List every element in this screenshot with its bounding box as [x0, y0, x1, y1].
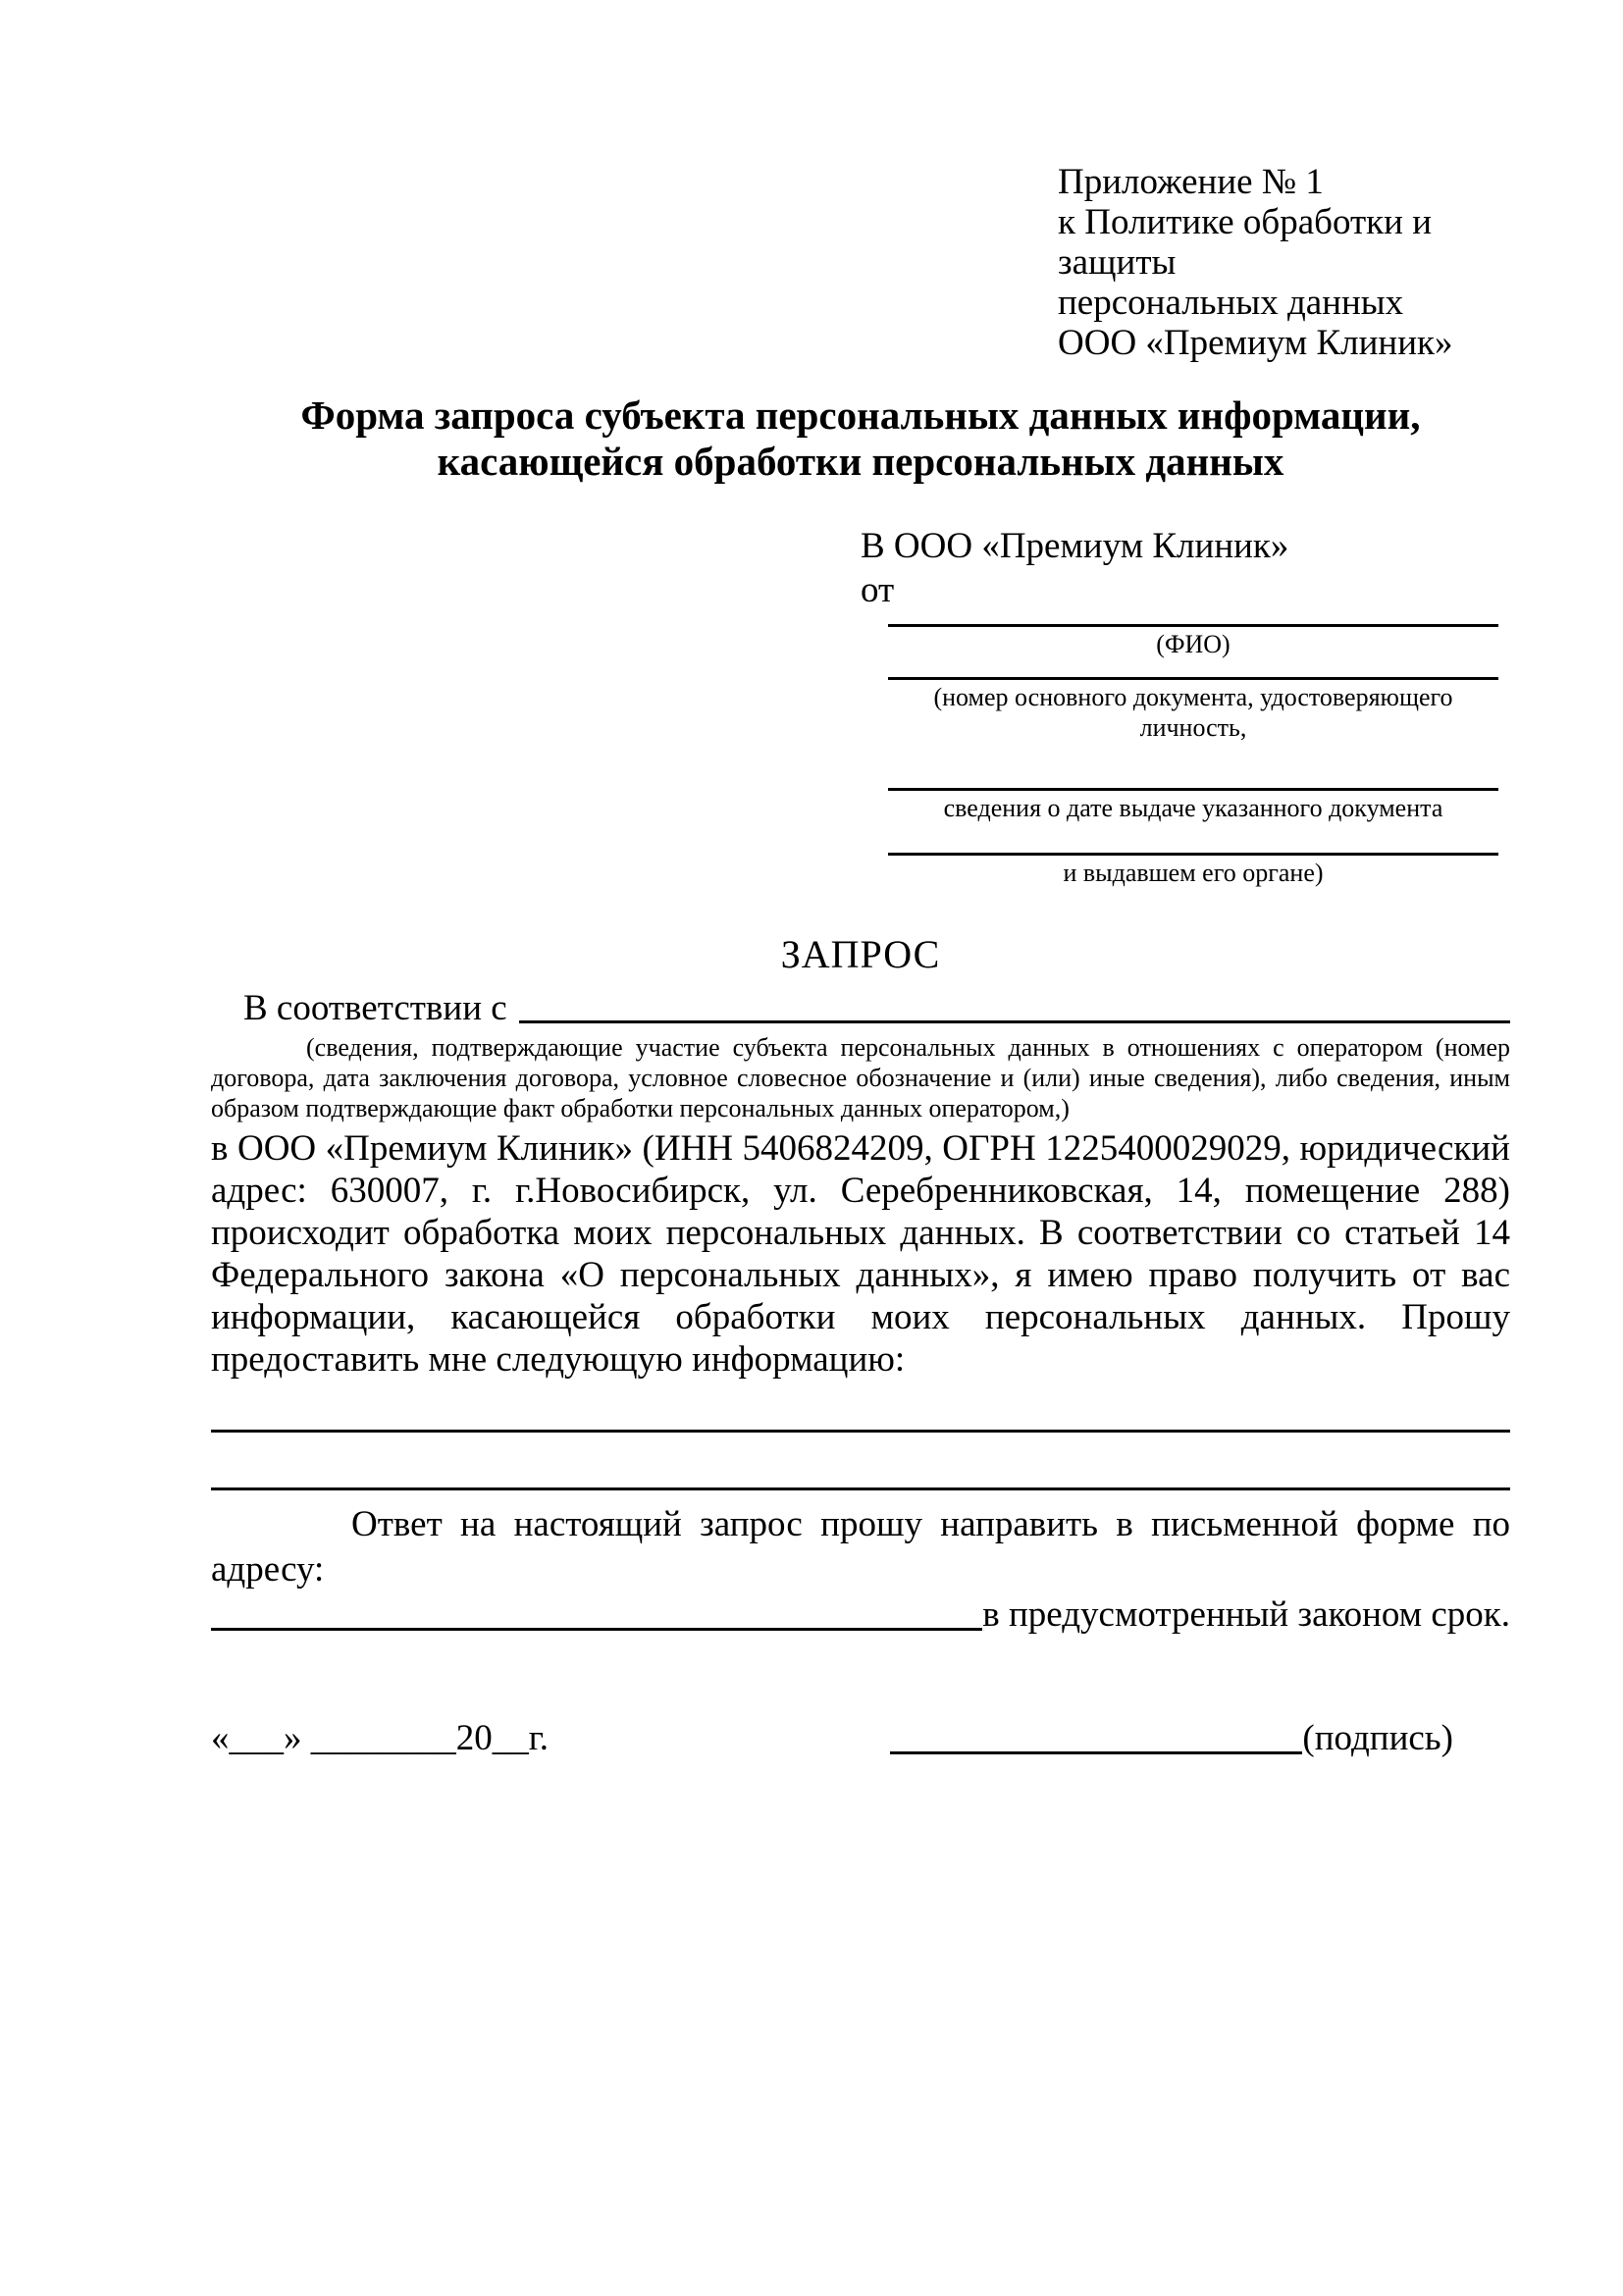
document-number-blank-line — [888, 659, 1498, 680]
annex-line: Приложение № 1 — [1058, 162, 1324, 202]
document-title — [211, 392, 1510, 485]
field-document-number — [888, 659, 1498, 743]
reply-suffix: в предусмотренный законом срок. — [982, 1594, 1510, 1635]
request-body-paragraph: в ООО «Премиум Клиник» (ИНН 5406824209, ОГРН 1225400029029, юридический адрес: 630007, г. г.Новосибирск, ул. Серебренниковская, 14, помещение 288) происходит обработка моих персональных данных. В соответствии со статьей 14 Федерального закона «О персональных данных», я имею право получить от вас информации, касающейся обработки моих персональных данных. Прошу предоставить мне следующую информацию: — [211, 1128, 1510, 1380]
information-blank-line — [211, 1487, 1510, 1490]
field-issuing-authority — [888, 823, 1498, 888]
addressee-organization: В ООО «Премиум Клиник» — [861, 526, 1289, 566]
reply-address-row — [211, 1592, 1510, 1638]
request-intro-label: В соответствии с — [243, 988, 507, 1028]
issuing-authority-blank-line — [888, 823, 1498, 856]
request-note: (сведения, подтверждающие участие субъекта персональных данных в отношениях с оператором (номер договора, дата заключения договора, условное словесное обозначение и (или) иные сведения), либо сведения, иным образом подтверждающие факт обработки персональных данных оператором,) — [211, 1033, 1510, 1122]
request-heading: ЗАПРОС — [780, 932, 941, 976]
date-signature-row — [211, 1716, 1510, 1761]
reply-sentence: Ответ на настоящий запрос прошу направить в письменной форме по адресу: — [211, 1504, 1510, 1590]
issue-date-caption: сведения о дате выдаче указанного документа — [943, 794, 1443, 822]
field-issue-date — [888, 743, 1498, 823]
reply-address-blank-line — [211, 1628, 982, 1631]
annex-line: к Политике обработки и защиты — [1058, 202, 1433, 283]
annex-line: ООО «Премиум Клиник» — [1058, 323, 1453, 363]
annex-block — [1058, 162, 1510, 363]
field-fio — [888, 612, 1498, 659]
signature-caption: (подпись) — [1302, 1718, 1453, 1758]
addressee-block — [861, 524, 1510, 612]
information-blank-line — [211, 1430, 1510, 1433]
signature-blank-line — [890, 1751, 1302, 1754]
annex-line: персональных данных — [1058, 283, 1404, 323]
fio-caption: (ФИО) — [1156, 630, 1230, 658]
document-number-caption: (номер основного документа, удостоверяющего личность, — [933, 683, 1453, 742]
issuing-authority-caption: и выдавшем его органе) — [1063, 859, 1324, 887]
request-intro-row — [211, 987, 1510, 1030]
fio-blank-line — [888, 612, 1498, 627]
fill-in-fields — [888, 612, 1498, 888]
addressee-from-label: от — [861, 570, 895, 610]
date-blank: «___» ________20__г. — [211, 1718, 550, 1758]
issue-date-blank-line — [888, 743, 1498, 791]
document-title-line: Форма запроса субъекта персональных данных информации, — [300, 392, 1421, 438]
document-title-line: касающейся обработки персональных данных — [437, 439, 1284, 484]
request-intro-blank-line — [519, 1020, 1510, 1023]
